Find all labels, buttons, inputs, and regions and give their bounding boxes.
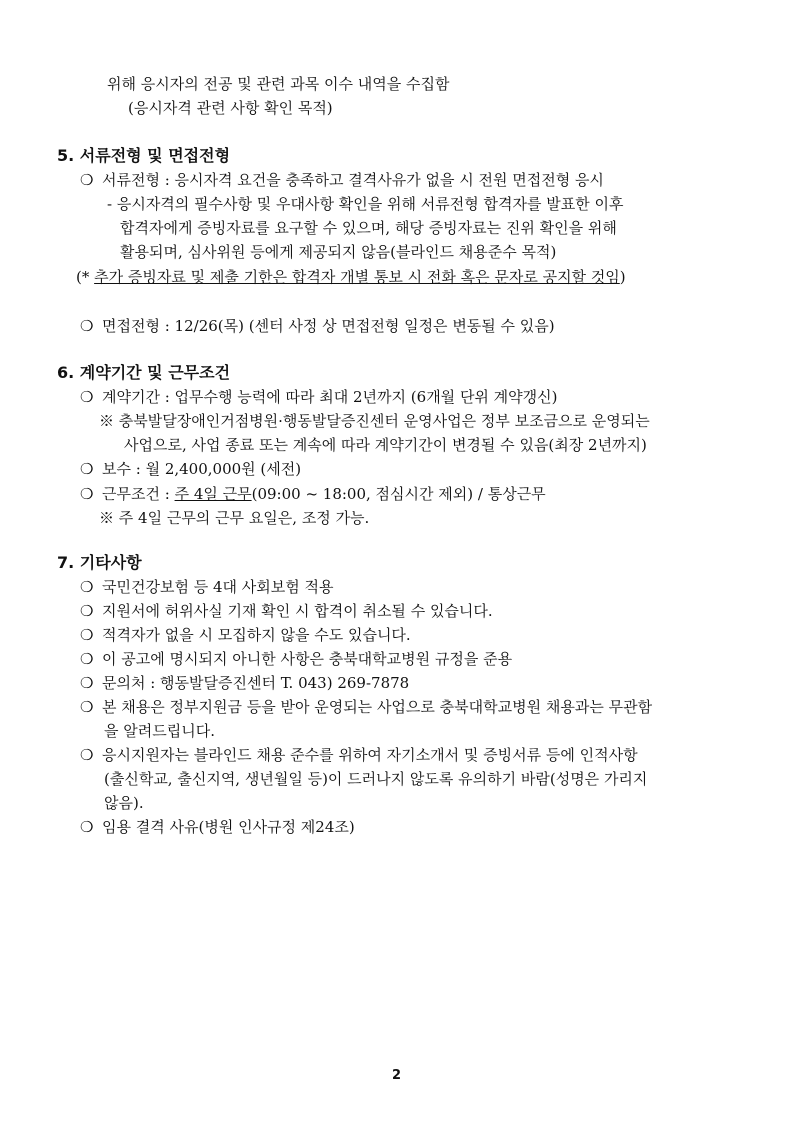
screening-text: 서류전형 : 응시자격 요건을 충족하고 결격사유가 없을 시 전원 면접전형 응시 xyxy=(102,171,604,189)
item-4-text: 이 공고에 명시되지 아니한 사항은 충북대학교병원 규정을 준용 xyxy=(102,650,513,668)
note-underlined-text: 추가 증빙자료 및 제출 기한은 합격자 개별 통보 시 전화 혹은 문자로 공지할 것임 xyxy=(94,268,620,286)
note-suffix: ) xyxy=(619,268,626,286)
page-number: 2 xyxy=(391,1068,402,1083)
screening-note xyxy=(76,267,626,287)
section-7-item-3 xyxy=(80,625,411,645)
item-5-text: 문의처 : 행동발달증진센터 T. 043) 269-7878 xyxy=(102,674,410,692)
item-2-text: 지원서에 허위사실 기재 확인 시 합격이 취소될 수 있습니다. xyxy=(102,602,493,620)
intro-line-1: 위해 응시자의 전공 및 관련 과목 이수 내역을 수집함 xyxy=(107,75,450,93)
section-6-salary-item xyxy=(80,459,301,479)
bullet-circle-icon: ❍ xyxy=(80,746,94,764)
bullet-circle-icon: ❍ xyxy=(80,171,94,189)
period-note-line-2: 사업으로, 사업 종료 또는 계속에 따라 계약기간이 변경될 수 있음(최장 2년까지) xyxy=(124,436,647,454)
section-7-item-4 xyxy=(80,649,512,669)
section-5-interview-item xyxy=(80,316,555,336)
bullet-circle-icon: ❍ xyxy=(80,650,94,668)
section-7-item-8 xyxy=(80,817,355,837)
item-8-text: 임용 결격 사유(병원 인사규정 제24조) xyxy=(102,818,355,836)
item-7-text-line-3: 않음). xyxy=(104,794,144,812)
conditions-underlined: 주 4일 근무 xyxy=(174,485,252,503)
bullet-circle-icon: ❍ xyxy=(80,578,94,596)
intro-line-2: (응시자격 관련 사항 확인 목적) xyxy=(128,99,333,117)
bullet-circle-icon: ❍ xyxy=(80,602,94,620)
conditions-note: ※ 주 4일 근무의 근무 요일은, 조정 가능. xyxy=(99,509,370,527)
bullet-circle-icon: ❍ xyxy=(80,485,94,503)
bullet-circle-icon: ❍ xyxy=(80,317,94,335)
item-6-text-line-2: 을 알려드립니다. xyxy=(104,722,215,740)
section-5-screening-item xyxy=(80,170,604,190)
note-prefix: (* xyxy=(76,268,95,286)
section-7-heading: 7. 기타사항 xyxy=(57,553,142,572)
bullet-circle-icon: ❍ xyxy=(80,818,94,836)
screening-sub-line-3: 활용되며, 심사위원 등에게 제공되지 않음(블라인드 채용준수 목적) xyxy=(120,243,557,261)
bullet-circle-icon: ❍ xyxy=(80,698,94,716)
period-text: 계약기간 : 업무수행 능력에 따라 최대 2년까지 (6개월 단위 계약갱신) xyxy=(102,388,558,406)
conditions-rest: (09:00 ~ 18:00, 점심시간 제외) / 통상근무 xyxy=(251,485,546,503)
bullet-circle-icon: ❍ xyxy=(80,388,94,406)
item-1-text: 국민건강보험 등 4대 사회보험 적용 xyxy=(102,578,334,596)
bullet-circle-icon: ❍ xyxy=(80,626,94,644)
screening-sub-line-1: - 응시자격의 필수사항 및 우대사항 확인을 위해 서류전형 합격자를 발표한 이후 xyxy=(107,195,624,213)
bullet-circle-icon: ❍ xyxy=(80,674,94,692)
conditions-label: 근무조건 : xyxy=(102,485,175,503)
screening-sub-line-2: 합격자에게 증빙자료를 요구할 수 있으며, 해당 증빙자료는 진위 확인을 위해 xyxy=(120,219,617,237)
section-6-heading: 6. 계약기간 및 근무조건 xyxy=(57,363,231,382)
item-3-text: 적격자가 없을 시 모집하지 않을 수도 있습니다. xyxy=(102,626,411,644)
period-note-line-1: ※ 충북발달장애인거점병원·행동발달증진센터 운영사업은 정부 보조금으로 운영되는 xyxy=(99,412,650,430)
item-6-text-line-1: 본 채용은 정부지원금 등을 받아 운영되는 사업으로 충북대학교병원 채용과는 무관함 xyxy=(102,698,653,716)
section-6-conditions-item xyxy=(80,484,546,504)
item-7-text-line-2: (출신학교, 출신지역, 생년월일 등)이 드러나지 않도록 유의하기 바람(성명은 가리지 xyxy=(104,770,648,788)
section-7-item-1 xyxy=(80,577,333,597)
interview-text: 면접전형 : 12/26(목) (센터 사정 상 면접전형 일정은 변동될 수 있음) xyxy=(102,317,555,335)
section-7-item-2 xyxy=(80,601,493,621)
bullet-circle-icon: ❍ xyxy=(80,460,94,478)
section-7-item-5 xyxy=(80,673,409,693)
section-6-period-item xyxy=(80,387,558,407)
salary-text: 보수 : 월 2,400,000원 (세전) xyxy=(102,460,302,478)
section-5-heading: 5. 서류전형 및 면접전형 xyxy=(57,146,231,165)
item-7-text-line-1: 응시지원자는 블라인드 채용 준수를 위하여 자기소개서 및 증빙서류 등에 인적사항 xyxy=(102,746,638,764)
section-7-item-7 xyxy=(80,745,638,765)
section-7-item-6 xyxy=(80,697,652,717)
